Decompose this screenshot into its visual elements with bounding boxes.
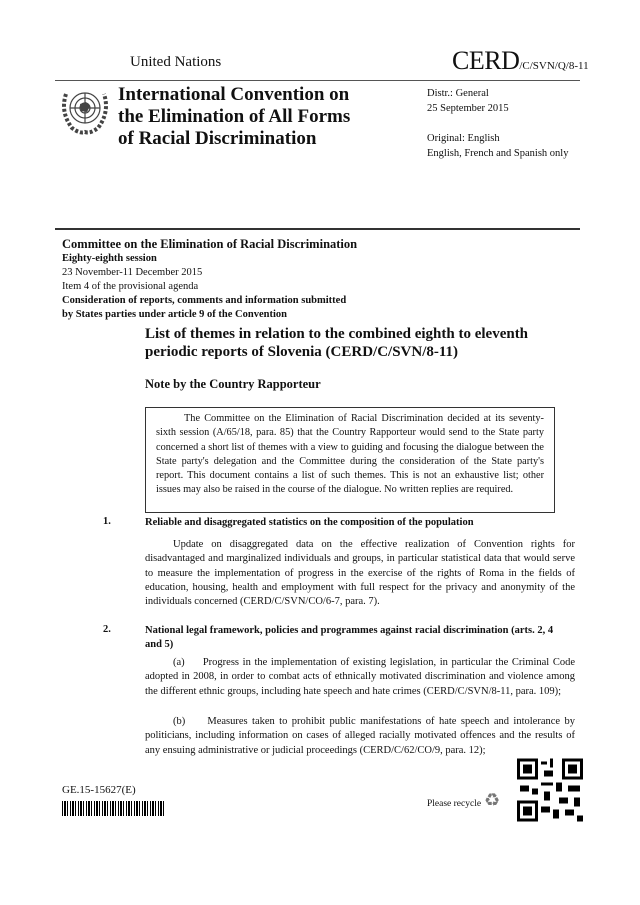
agenda-item: Item 4 of the provisional agenda <box>62 281 199 292</box>
un-emblem-icon <box>58 84 112 136</box>
date: 25 September 2015 <box>427 103 509 114</box>
section-number: 1. <box>103 516 111 527</box>
note-title: Note by the Country Rapporteur <box>145 377 321 391</box>
document-symbol <box>452 46 589 76</box>
section-paragraph: Update on disaggregated data on the effective realization of Convention rights for disadvantaged and marginalized individuals and groups, in particular statistical data that would serve to measure the implementation of progress in the exercise of the rights of Roma in the fields of education, housing, health and employment with full respect for the privacy and anonymity of the individuals concerned (CERD/C/SVN/CO/6-7, para. 7). <box>145 539 575 608</box>
original-language: Original: English <box>427 133 500 144</box>
symbol-suffix: /C/SVN/Q/8-11 <box>519 60 589 72</box>
qr-code <box>517 758 583 822</box>
section-rule <box>55 228 580 230</box>
organization-name: United Nations <box>130 54 222 70</box>
section-number: 2. <box>103 624 111 635</box>
title-line: the Elimination of All Forms <box>118 106 351 127</box>
title-line: International Convention on <box>118 84 350 105</box>
session: Eighty-eighth session <box>62 253 157 264</box>
document-heading: List of themes in relation to the combined eighth to eleventh periodic reports of Slovenia (CERD/C/SVN/8-11) <box>145 326 529 360</box>
session-dates: 23 November-11 December 2015 <box>62 267 203 278</box>
committee-name: Committee on the Elimination of Racial Discrimination <box>62 237 358 251</box>
section-heading: National legal framework, policies and programmes against racial discrimination (arts. 2, 4 and 5) <box>145 625 554 650</box>
languages: English, French and Spanish only <box>427 148 569 159</box>
document-id: GE.15-15627(E) <box>62 784 136 796</box>
please-recycle: Please recycle <box>427 799 482 809</box>
section-paragraph: (b) Measures taken to prohibit public manifestations of hate speech and intolerance by politicians, including information on cases of alleged racially motivated offences and the results of any ensuing administrative or judicial proceedings (CERD/C/62/CO/9, para. 12); <box>145 716 575 756</box>
distribution-info <box>427 86 568 161</box>
note-box: The Committee on the Elimination of Racial Discrimination decided at its seventy-sixth session (A/65/18, para. 85) that the Country Rapporteur would send to the State party concerned a short list of themes with a view to guiding and focusing the dialogue between the State party's delegation and the Committee during the consideration of the State party's report. This document contains a list of such themes. This is not an exhaustive list; other issues may also be raised in the course of the dialogue. No written replies are required. <box>145 407 555 513</box>
convention-title <box>118 84 350 150</box>
header-rule <box>55 80 580 81</box>
section-paragraph: (a) Progress in the implementation of existing legislation, in particular the Criminal Code adopted in 2008, in order to combat acts of ethnically motivated discrimination and violence among the different ethnic groups, including hate speech and hate crimes (CERD/C/SVN/8-11, para. 109); <box>145 657 575 697</box>
barcode <box>62 801 164 816</box>
committee-info <box>62 236 357 322</box>
section-heading: Reliable and disaggregated statistics on the composition of the population <box>145 517 474 528</box>
title-line: of Racial Discrimination <box>118 128 317 149</box>
agenda-title: Consideration of reports, comments and information submitted <box>62 295 347 306</box>
recycle-icon: ♻ <box>484 790 501 810</box>
agenda-title: by States parties under article 9 of the Convention <box>62 309 287 320</box>
distr: Distr.: General <box>427 88 489 99</box>
symbol-main: CERD <box>452 46 520 75</box>
